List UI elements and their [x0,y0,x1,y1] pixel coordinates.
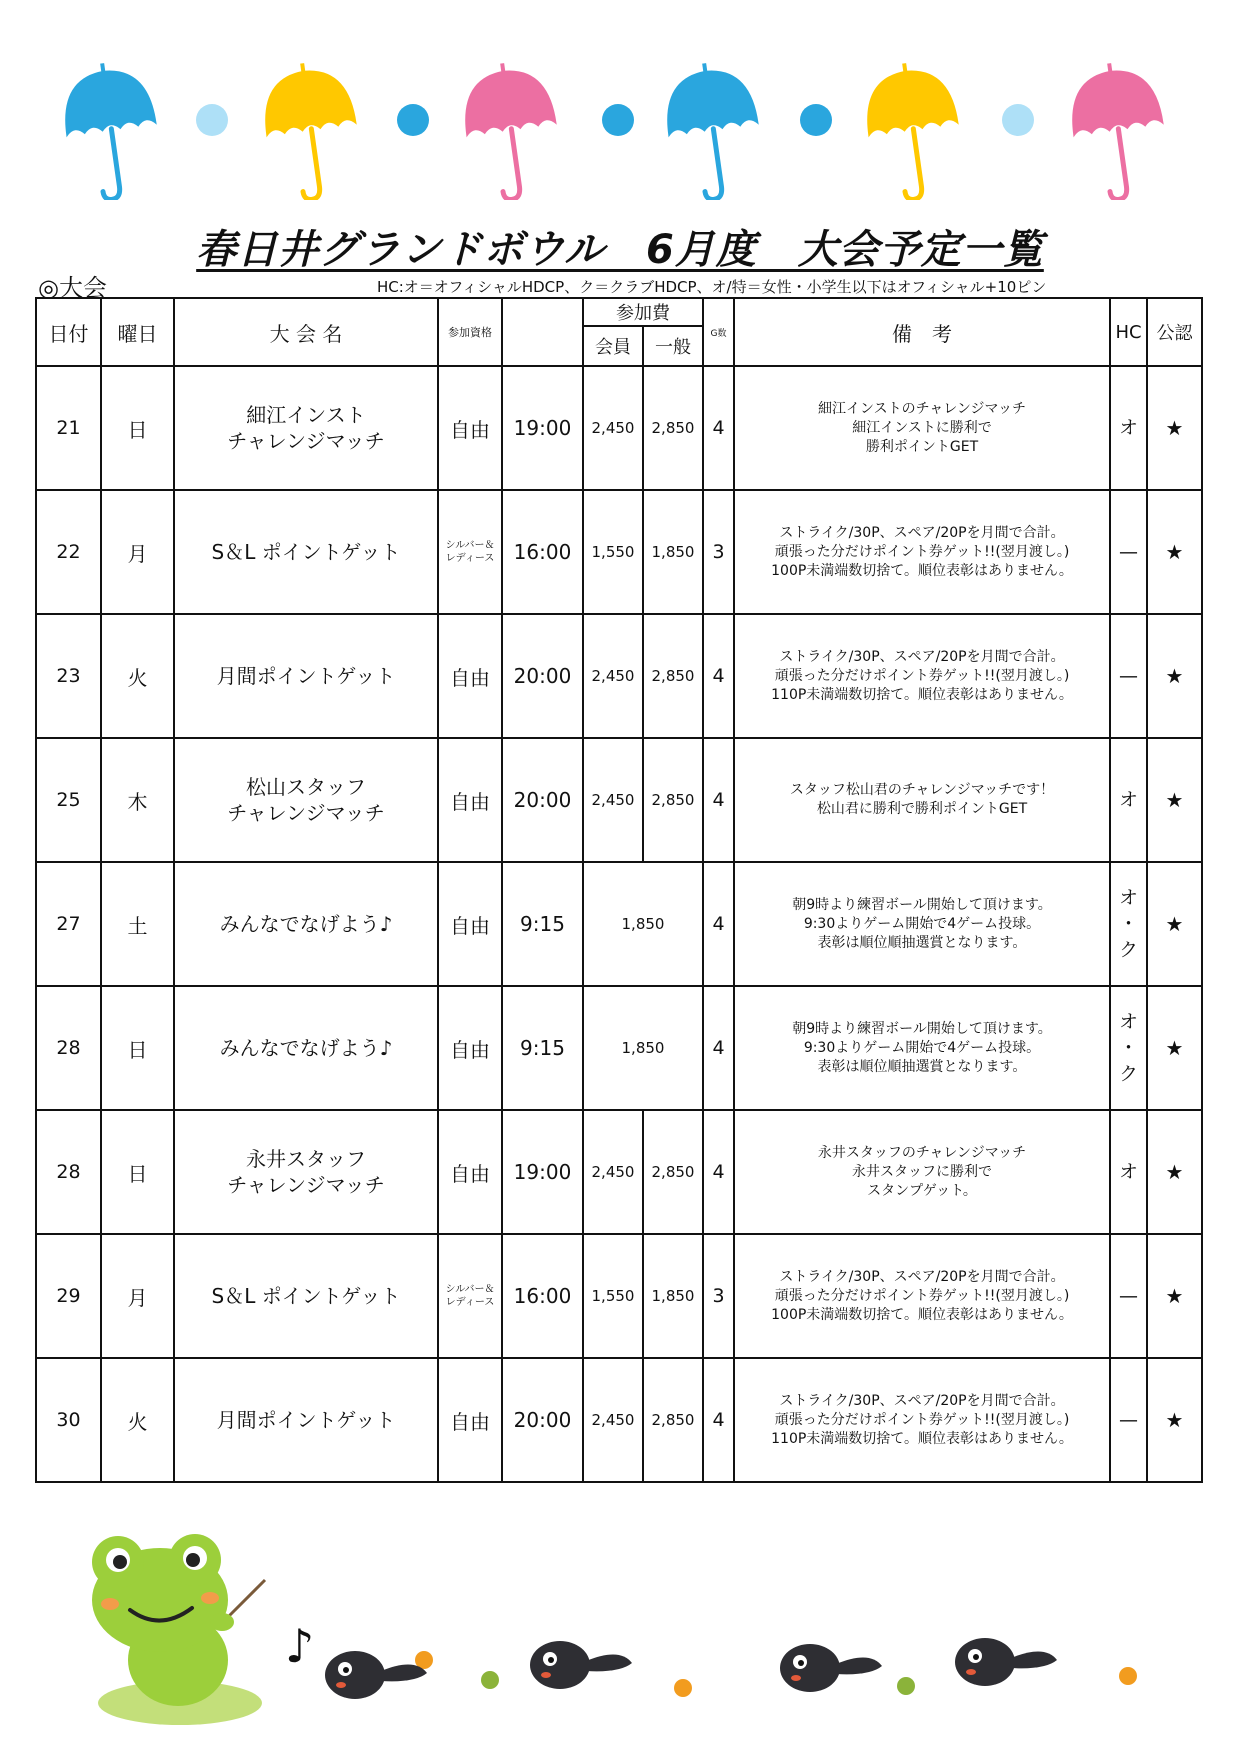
umbrella-icon [258,57,366,200]
official-star-cell: ★ [1147,490,1202,614]
start-time-cell: 19:00 [502,366,583,490]
general-fee-cell: 2,850 [643,738,703,862]
weekday-cell: 火 [101,614,174,738]
official-star-cell: ★ [1147,986,1202,1110]
hc-cell-line: — [1119,1285,1138,1307]
table-row [36,1234,1202,1358]
page-title: 春日井グランドボウル 6月度 大会予定一覧 [196,227,1044,273]
tadpole-icon [955,1638,1057,1686]
general-fee-cell: 1,850 [643,490,703,614]
hc-cell [1110,490,1147,614]
official-star-cell: ★ [1147,1110,1202,1234]
hc-cell-line: ・ [1118,913,1138,935]
dot-icon [196,104,228,136]
date-cell: 30 [36,1358,101,1482]
notes-cell [734,1110,1110,1234]
notes-cell-line: ストライク/30P、スペア/20Pを月間で合計。 [779,1268,1065,1285]
notes-cell [734,614,1110,738]
general-fee-cell: 2,850 [643,614,703,738]
notes-cell-line: 100P未満端数切捨て。順位表彰はありません。 [771,1306,1073,1323]
hc-cell [1110,862,1147,986]
event-name-cell [174,1358,438,1482]
notes-cell-line: 表彰は順位順抽選賞となります。 [817,1058,1027,1075]
section-label: ◎大会 [38,274,107,302]
official-star-cell: ★ [1147,738,1202,862]
hc-cell-line: — [1119,1409,1138,1431]
hc-cell-line: オ [1118,789,1138,811]
date-cell: 28 [36,986,101,1110]
umbrella-icon [860,57,968,200]
notes-cell-line: 細江インストのチャレンジマッチ [818,400,1026,417]
header-official: 公認 [1147,298,1202,366]
notes-cell-line: 100P未満端数切捨て。順位表彰はありません。 [771,562,1073,579]
member-fee-cell: 2,450 [583,614,643,738]
qualification-cell [438,490,502,614]
notes-cell-line: 勝利ポイントGET [865,438,979,455]
event-name-cell [174,1110,438,1234]
notes-cell [734,738,1110,862]
tadpole-icon [530,1641,632,1689]
qualification-cell-line: シルバー＆ [445,540,495,551]
notes-cell-line: ストライク/30P、スペア/20Pを月間で合計。 [779,648,1065,665]
notes-cell-line: ストライク/30P、スペア/20Pを月間で合計。 [779,524,1065,541]
notes-cell-line: 頑張った分だけポイント券ゲット!!(翌月渡し。) [774,543,1070,560]
qualification-cell: 自由 [438,1110,502,1234]
notes-cell-line: 朝9時より練習ボール開始して頂けます。 [792,1020,1052,1037]
weekday-cell: 月 [101,490,174,614]
umbrella-icon [458,57,566,200]
qualification-cell: 自由 [438,366,502,490]
notes-cell-line: 110P未満端数切捨て。順位表彰はありません。 [771,1430,1073,1447]
frog-banner [0,1500,1240,1754]
qualification-cell-line: レディース [445,1297,495,1308]
member-fee-cell: 2,450 [583,366,643,490]
music-note-icon: ♪ [285,1619,315,1673]
tadpole-icon [325,1651,427,1699]
hc-cell [1110,1110,1147,1234]
table-row [36,862,1202,986]
hc-cell-line: — [1119,541,1138,563]
notes-cell-line: 朝9時より練習ボール開始して頂けます。 [792,896,1052,913]
weekday-cell: 日 [101,366,174,490]
start-time-cell: 9:15 [502,986,583,1110]
event-name-cell-line: みんなでなげよう♪ [219,912,393,936]
member-fee-cell: 2,450 [583,738,643,862]
games-cell: 3 [703,1234,734,1358]
header-name: 大 会 名 [174,298,438,366]
date-cell: 23 [36,614,101,738]
qualification-cell: 自由 [438,738,502,862]
member-fee-cell: 2,450 [583,1110,643,1234]
weekday-cell: 日 [101,1110,174,1234]
event-name-cell-line: 細江インスト [246,403,366,427]
event-name-cell-line: 松山スタッフ [246,775,366,799]
header-games: G数 [703,298,734,366]
official-star-cell: ★ [1147,1234,1202,1358]
start-time-cell: 19:00 [502,1110,583,1234]
event-name-cell-line: チャレンジマッチ [227,801,385,825]
member-fee-cell: 1,550 [583,490,643,614]
dot-icon [674,1679,692,1697]
event-name-cell-line: みんなでなげよう♪ [219,1036,393,1060]
qualification-cell-line: シルバー＆ [445,1284,495,1295]
event-name-cell [174,862,438,986]
games-cell: 4 [703,1110,734,1234]
hc-cell-line: オ [1118,1011,1138,1033]
member-fee-cell: 2,450 [583,1358,643,1482]
hc-cell-line: — [1119,665,1138,687]
hc-cell [1110,366,1147,490]
dot-icon [1002,104,1034,136]
official-star-cell: ★ [1147,862,1202,986]
hc-cell [1110,986,1147,1110]
fee-cell: 1,850 [583,986,703,1110]
tournament-schedule-table [35,297,1203,1483]
notes-cell [734,366,1110,490]
table-row [36,986,1202,1110]
weekday-cell: 月 [101,1234,174,1358]
hc-cell [1110,614,1147,738]
notes-cell [734,490,1110,614]
qualification-cell: 自由 [438,1358,502,1482]
event-name-cell [174,490,438,614]
table-row [36,614,1202,738]
dot-icon [602,104,634,136]
notes-cell-line: 表彰は順位順抽選賞となります。 [817,934,1027,951]
general-fee-cell: 2,850 [643,366,703,490]
start-time-cell: 9:15 [502,862,583,986]
start-time-cell: 20:00 [502,1358,583,1482]
member-fee-cell: 1,550 [583,1234,643,1358]
start-time-cell: 20:00 [502,614,583,738]
dot-icon [481,1671,499,1689]
table-row [36,490,1202,614]
event-name-cell-line: 月間ポイントゲット [216,664,396,688]
umbrella-icon [58,57,166,200]
notes-cell [734,1358,1110,1482]
header-fee: 参加費 [583,298,703,326]
games-cell: 4 [703,1358,734,1482]
event-name-cell-line: チャレンジマッチ [227,429,385,453]
date-cell: 21 [36,366,101,490]
event-name-cell [174,738,438,862]
header-member: 会員 [583,326,643,366]
event-name-cell-line: チャレンジマッチ [227,1173,385,1197]
date-cell: 29 [36,1234,101,1358]
games-cell: 4 [703,862,734,986]
event-name-cell-line: 永井スタッフ [246,1147,366,1171]
table-row [36,366,1202,490]
header-time [502,298,583,366]
notes-cell-line: 頑張った分だけポイント券ゲット!!(翌月渡し。) [774,1287,1070,1304]
frog-icon [92,1534,265,1725]
header-notes: 備 考 [734,298,1110,366]
qualification-cell [438,1234,502,1358]
date-cell: 28 [36,1110,101,1234]
weekday-cell: 火 [101,1358,174,1482]
weekday-cell: 日 [101,986,174,1110]
games-cell: 4 [703,614,734,738]
event-name-cell-line: S＆L ポイントゲット [211,540,401,564]
hc-cell [1110,1234,1147,1358]
fee-cell: 1,850 [583,862,703,986]
start-time-cell: 16:00 [502,490,583,614]
hc-cell-line: ・ [1118,1037,1138,1059]
hc-cell-line: オ [1118,1161,1138,1183]
hc-legend: HC:オ＝オフィシャルHDCP、ク＝クラブHDCP、オ/特＝女性・小学生以下はオフィシャル+10ピン [377,278,1047,296]
notes-cell-line: 9:30よりゲーム開始で4ゲーム投球。 [803,1039,1041,1056]
games-cell: 4 [703,738,734,862]
weekday-cell: 土 [101,862,174,986]
dot-icon [800,104,832,136]
table-row [36,1358,1202,1482]
hc-cell-line: ク [1118,939,1138,961]
qualification-cell: 自由 [438,614,502,738]
games-cell: 4 [703,986,734,1110]
notes-cell-line: スタッフ松山君のチャレンジマッチです！ [789,782,1055,798]
header-dow: 曜日 [101,298,174,366]
header-qualification: 参加資格 [438,298,502,366]
hc-cell [1110,1358,1147,1482]
notes-cell-line: 永井スタッフのチャレンジマッチ [817,1144,1027,1161]
notes-cell-line: 110P未満端数切捨て。順位表彰はありません。 [771,686,1073,703]
notes-cell [734,862,1110,986]
umbrella-icon [1065,57,1173,200]
dot-icon [897,1677,915,1695]
notes-cell [734,1234,1110,1358]
event-name-cell [174,986,438,1110]
hc-cell-line: ク [1118,1063,1138,1085]
general-fee-cell: 2,850 [643,1110,703,1234]
hc-cell-line: オ [1118,417,1138,439]
qualification-cell: 自由 [438,986,502,1110]
event-name-cell-line: S＆L ポイントゲット [211,1284,401,1308]
start-time-cell: 20:00 [502,738,583,862]
header-row [36,298,1202,326]
games-cell: 4 [703,366,734,490]
notes-cell-line: 松山君に勝利で勝利ポイントGET [816,801,1028,817]
games-cell: 3 [703,490,734,614]
dot-icon [1119,1667,1137,1685]
weekday-cell: 木 [101,738,174,862]
notes-cell-line: スタンプゲット。 [867,1182,977,1199]
event-name-cell [174,614,438,738]
notes-cell-line: 永井スタッフに勝利で [852,1163,992,1180]
notes-cell-line: ストライク/30P、スペア/20Pを月間で合計。 [779,1392,1065,1409]
date-cell: 22 [36,490,101,614]
table-row [36,1110,1202,1234]
notes-cell-line: 頑張った分だけポイント券ゲット!!(翌月渡し。) [774,1411,1070,1428]
umbrella-banner [0,0,1240,200]
event-name-cell-line: 月間ポイントゲット [216,1408,396,1432]
hc-cell [1110,738,1147,862]
event-name-cell [174,366,438,490]
general-fee-cell: 2,850 [643,1358,703,1482]
event-name-cell [174,1234,438,1358]
qualification-cell: 自由 [438,862,502,986]
start-time-cell: 16:00 [502,1234,583,1358]
official-star-cell: ★ [1147,366,1202,490]
official-star-cell: ★ [1147,614,1202,738]
qualification-cell-line: レディース [445,553,495,564]
date-cell: 27 [36,862,101,986]
header-general: 一般 [643,326,703,366]
notes-cell-line: 細江インストに勝利で [852,419,992,436]
umbrella-icon [660,57,768,200]
dot-icon [397,104,429,136]
date-cell: 25 [36,738,101,862]
notes-cell-line: 頑張った分だけポイント券ゲット!!(翌月渡し。) [774,667,1070,684]
general-fee-cell: 1,850 [643,1234,703,1358]
notes-cell [734,986,1110,1110]
tadpole-icon [780,1644,882,1692]
header-date: 日付 [36,298,101,366]
notes-cell-line: 9:30よりゲーム開始で4ゲーム投球。 [803,915,1041,932]
hc-cell-line: オ [1118,887,1138,909]
official-star-cell: ★ [1147,1358,1202,1482]
table-row [36,738,1202,862]
header-hc: HC [1110,298,1147,366]
